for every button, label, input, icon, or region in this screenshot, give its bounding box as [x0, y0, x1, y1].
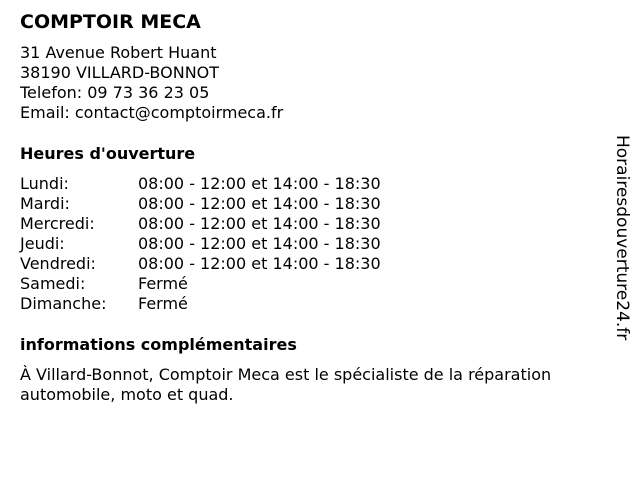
day-label: Dimanche:: [20, 294, 107, 313]
hours-row-saturday: [20, 274, 620, 294]
day-label: Samedi:: [20, 274, 86, 293]
day-label: Mardi:: [20, 194, 70, 213]
email-address: Email: contact@comptoirmeca.fr: [20, 103, 284, 122]
site-brand-watermark: Horairesdouverture24.fr: [612, 135, 632, 341]
street-address: 31 Avenue Robert Huant: [20, 43, 217, 62]
opening-hours-heading: Heures d'ouverture: [20, 144, 196, 163]
business-description: À Villard-Bonnot, Comptoir Meca est le spécialiste de la réparation automobile, moto et quad.: [20, 365, 552, 404]
day-hours: 08:00 - 12:00 et 14:00 - 18:30: [138, 174, 381, 193]
hours-row-tuesday: [20, 194, 620, 214]
hours-row-thursday: [20, 234, 620, 254]
day-label: Jeudi:: [20, 234, 65, 253]
phone-number: Telefon: 09 73 36 23 05: [20, 83, 210, 102]
business-name: COMPTOIR MECA: [20, 11, 201, 33]
day-hours: 08:00 - 12:00 et 14:00 - 18:30: [138, 214, 381, 233]
additional-info-heading: informations complémentaires: [20, 335, 297, 354]
hours-row-wednesday: [20, 214, 620, 234]
hours-row-sunday: [20, 294, 620, 314]
day-label: Mercredi:: [20, 214, 95, 233]
opening-hours-list: [20, 174, 620, 314]
day-hours: Fermé: [138, 294, 188, 313]
day-hours: 08:00 - 12:00 et 14:00 - 18:30: [138, 254, 381, 273]
day-label: Vendredi:: [20, 254, 96, 273]
day-hours: 08:00 - 12:00 et 14:00 - 18:30: [138, 234, 381, 253]
address-block: [20, 43, 620, 123]
day-hours: 08:00 - 12:00 et 14:00 - 18:30: [138, 194, 381, 213]
hours-row-monday: [20, 174, 620, 194]
hours-row-friday: [20, 254, 620, 274]
postal-city: 38190 VILLARD-BONNOT: [20, 63, 220, 82]
day-hours: Fermé: [138, 274, 188, 293]
store-info-card: [20, 10, 620, 405]
day-label: Lundi:: [20, 174, 69, 193]
